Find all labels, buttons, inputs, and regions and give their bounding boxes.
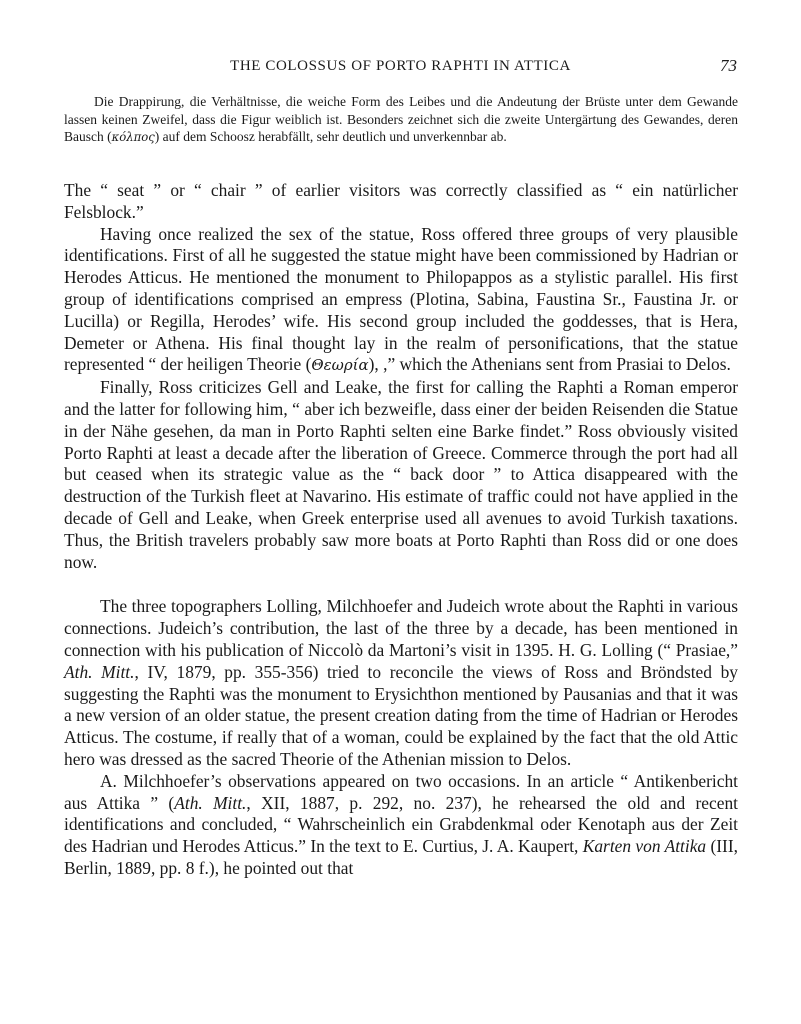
- running-title: THE COLOSSUS OF PORTO RAPHTI IN ATTICA: [230, 58, 571, 74]
- paragraph-5-text: A. Milchhoefer’s observations appeared on two occasions. In an article “ Antikenbericht aus Attika ” (: [64, 770, 738, 813]
- greek-word-theoria: Θεωρία: [311, 356, 369, 375]
- paragraph-3: Finally, Ross criticizes Gell and Leake, the first for calling the Raphti a Roman emperor and the latter for following him, “ aber ich bezweifle, dass einer der beiden Reisenden die Statue in der Nähe gesehen, da man in Porto Raphti selten eine Barke findet.” Ross obviously visited Porto Raphti at least a decade after the liberation of Greece. Commerce through the port had all but ceased when its strategic value as the “ back door ” to Attica disappeared with the destruction of the Turkish fleet at Navarino. His estimate of traffic could not have applied in the decade of Gell and Leake, when Greek enterprise used all avenues to avoid Turkish taxations. Thus, the British travelers probably saw more boats at Porto Raphti than Ross did or one does now.: [64, 377, 738, 572]
- greek-word-kolpos: κόλπος: [111, 130, 155, 145]
- body-text: [64, 180, 738, 880]
- paragraph-1: The “ seat ” or “ chair ” of earlier visitors was correctly classified as “ ein natürlicher Felsblock.”: [64, 180, 738, 222]
- quote-text: Die Drappirung, die Verhältnisse, die weiche Form des Leibes und die Andeutung der Brüste unter dem Gewande lassen keinen Zweifel, dass die Figur weiblich ist. Besonders zeichnet sich die zweite Untergärtung des Gewandes, deren Bausch (: [64, 94, 738, 145]
- journal-title: Ath. Mitt.: [174, 792, 247, 813]
- paragraph-4-text: The three topographers Lolling, Milchhoefer and Judeich wrote about the Raphti in various connections. Judeich’s contribution, the last of the three by a decade, has been mentioned in connection with his publication of Niccolò da Martoni’s visit in 1395. H. G. Lolling (“ Prasiae,”: [64, 596, 738, 660]
- quote-text-end: ) auf dem Schoosz herabfällt, sehr deutlich und unverkennbar ab.: [154, 129, 507, 145]
- paragraph-2-text: Having once realized the sex of the statue, Ross offered three groups of very plausible identifications. First of all he suggested the statue might have been commissioned by Hadrian or Herodes Atticus. He mentioned the monument to Philopappos as a stylistic parallel. His first group of identifications comprised an empress (Plotina, Sabina, Faustina Sr., Faustina Jr. or Lucilla) or Regilla, Herodes’ wife. His second group included the goddesses, that is Hera, Demeter or Athena. His final thought lay in the realm of personifications, that the statue represented “ der heiligen Theorie (: [64, 223, 738, 375]
- paragraph-5-text-mid: , XII, 1887, p. 292, no. 237), he rehearsed the old and recent identifications and concluded, “ Wahrscheinlich ein Grabdenkmal oder Kenotaph aus der Zeit des Hadrian und Herodes Atticus.” In the text to E. Curtius, J. A. Kaupert,: [64, 792, 738, 857]
- paragraph-5: [64, 771, 738, 880]
- paragraph-4-text-end: , IV, 1879, pp. 355-356) tried to reconcile the views of Ross and Bröndsted by suggesting the Raphti was the monument to Erysichthon mentioned by Pausanias and that it was a new version of an older statue, the present creation dating from the time of Hadrian or Herodes Atticus. The costume, if really that of a woman, could be explained by the fact that the old Attic hero was dressed as the sacred Theorie of the Athenian mission to Delos.: [64, 661, 738, 769]
- paragraph-4: [64, 596, 738, 770]
- book-title: Karten von Attika: [582, 836, 707, 857]
- page-number: 73: [720, 56, 737, 75]
- paragraph-5-text-end: (III, Berlin, 1889, pp. 8 f.), he pointed out that: [64, 836, 738, 878]
- journal-title: Ath. Mitt.: [64, 661, 135, 682]
- paragraph-2-text-end: ), ,” which the Athenians sent from Prasiai to Delos.: [368, 354, 731, 375]
- running-head: [0, 56, 801, 78]
- block-quote: [64, 93, 738, 147]
- paragraph-2: [64, 224, 738, 378]
